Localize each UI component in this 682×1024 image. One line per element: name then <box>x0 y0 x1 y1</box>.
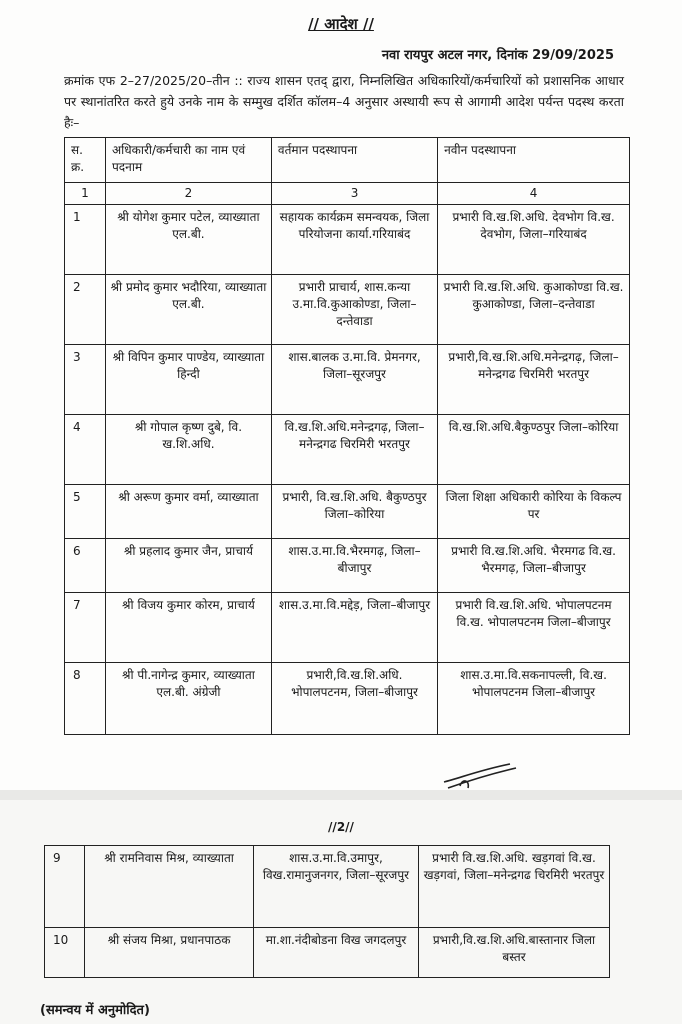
table-row <box>65 539 630 593</box>
column-number-row <box>65 183 630 205</box>
row-serial: 6 <box>65 539 106 593</box>
row-new-posting: प्रभारी वि.ख.शि.अधि. भैरमगढ वि.ख. भैरमगढ़, जिला–बीजापुर <box>438 539 630 593</box>
row-current-posting: वि.ख.शि.अधि.मनेन्द्रगढ़, जिला–मनेन्द्रगढ चिरमिरी भरतपुर <box>271 415 437 485</box>
row-new-posting: शास.उ.मा.वि.सकनापल्ली, वि.ख. भोपालपटनम जिला–बीजापुर <box>438 663 630 735</box>
row-current-posting: शास.उ.मा.वि.मद्देड़, जिला–बीजापुर <box>271 593 437 663</box>
row-new-posting: वि.ख.शि.अधि.बैकुण्ठपुर जिला–कोरिया <box>438 415 630 485</box>
row-officer-name: श्री संजय मिश्रा, प्रधानपाठक <box>85 928 254 978</box>
transfer-table-page2 <box>44 845 610 978</box>
col-number: 4 <box>438 183 630 205</box>
row-new-posting: प्रभारी वि.ख.शि.अधि. कुआकोण्डा वि.ख. कुआकोण्डा, जिला–दन्तेवाडा <box>438 275 630 345</box>
place-date: नवा रायपुर अटल नगर, दिनांक 29/09/2025 <box>381 48 614 63</box>
col-number: 1 <box>65 183 106 205</box>
row-serial: 9 <box>45 846 85 928</box>
table-row <box>45 928 610 978</box>
row-serial: 1 <box>65 205 106 275</box>
row-current-posting: सहायक कार्यक्रम समन्वयक, जिला परियोजना कार्या.गरियाबंद <box>271 205 437 275</box>
row-serial: 2 <box>65 275 106 345</box>
row-current-posting: प्रभारी प्राचार्य, शास.कन्या उ.मा.वि.कुआकोण्डा, जिला–दन्तेवाडा <box>271 275 437 345</box>
row-officer-name: श्री पी.नागेन्द्र कुमार, व्याख्याता एल.बी. अंग्रेजी <box>105 663 271 735</box>
table-row <box>45 846 610 928</box>
table-header-row <box>65 138 630 183</box>
table-row <box>65 275 630 345</box>
row-current-posting: मा.शा.नंदीबोडना विख जगदलपुर <box>254 928 419 978</box>
row-serial: 3 <box>65 345 106 415</box>
row-officer-name: श्री योगेश कुमार पटेल, व्याख्याता एल.बी. <box>105 205 271 275</box>
row-officer-name: श्री प्रहलाद कुमार जैन, प्राचार्य <box>105 539 271 593</box>
row-current-posting: शास.बालक उ.मा.वि. प्रेमनगर, जिला–सूरजपुर <box>271 345 437 415</box>
row-new-posting: प्रभारी वि.ख.शि.अधि. देवभोग वि.ख. देवभोग, जिला–गरियाबंद <box>438 205 630 275</box>
row-new-posting: जिला शिक्षा अधिकारी कोरिया के विकल्प पर <box>438 485 630 539</box>
table-row <box>65 593 630 663</box>
col-number: 2 <box>105 183 271 205</box>
table-row <box>65 415 630 485</box>
approval-note: (समन्वय में अनुमोदित) <box>40 1003 150 1018</box>
row-new-posting: प्रभारी,वि.ख.शि.अधि.बास्तानार जिला बस्तर <box>418 928 609 978</box>
row-current-posting: शास.उ.मा.वि.भैरमगढ़, जिला–बीजापुर <box>271 539 437 593</box>
row-current-posting: शास.उ.मा.वि.उमापुर, विख.रामानुजनगर, जिला–सूरजपुर <box>254 846 419 928</box>
header-name: अधिकारी/कर्मचारी का नाम एवं पदनाम <box>105 138 271 183</box>
col-number: 3 <box>271 183 437 205</box>
signature-mark <box>440 760 520 794</box>
row-officer-name: श्री रामनिवास मिश्र, व्याख्याता <box>85 846 254 928</box>
row-officer-name: श्री अरूण कुमार वर्मा, व्याख्याता <box>105 485 271 539</box>
header-current: वर्तमान पदस्थापना <box>271 138 437 183</box>
row-officer-name: श्री विपिन कुमार पाण्डेय, व्याख्याता हिन्दी <box>105 345 271 415</box>
page-number: //2// <box>328 820 354 834</box>
row-current-posting: प्रभारी,वि.ख.शि.अधि. भोपालपटनम, जिला–बीजापुर <box>271 663 437 735</box>
row-officer-name: श्री प्रमोद कुमार भदौरिया, व्याख्याता एल.बी. <box>105 275 271 345</box>
row-new-posting: प्रभारी वि.ख.शि.अधि. खड़गवां वि.ख. खड़गवां, जिला–मनेन्द्रगढ चिरमिरी भरतपुर <box>418 846 609 928</box>
row-new-posting: प्रभारी,वि.ख.शि.अधि.मनेन्द्रगढ़, जिला–मनेन्द्रगढ चिरमिरी भरतपुर <box>438 345 630 415</box>
order-intro: क्रमांक एफ 2–27/2025/20–तीन :: राज्य शासन एतद् द्वारा, निम्नलिखित अधिकारियों/कर्मचारियों को प्रशासनिक आधार पर स्थानांतरित करते हुये उनके नाम के सम्मुख दर्शित कॉलम–4 अनुसार अस्थायी रूप से आगामी आदेश पर्यन्त पदस्थ करता हैः– <box>64 73 624 130</box>
transfer-table-page1 <box>64 137 630 735</box>
row-serial: 7 <box>65 593 106 663</box>
row-serial: 10 <box>45 928 85 978</box>
row-new-posting: प्रभारी वि.ख.शि.अधि. भोपालपटनम वि.ख. भोपालपटनम जिला–बीजापुर <box>438 593 630 663</box>
row-serial: 5 <box>65 485 106 539</box>
table-row <box>65 205 630 275</box>
row-current-posting: प्रभारी, वि.ख.शि.अधि. बैकुण्ठपुर जिला–कोरिया <box>271 485 437 539</box>
order-title: // आदेश // <box>308 15 374 33</box>
row-serial: 8 <box>65 663 106 735</box>
table-row <box>65 345 630 415</box>
header-sn: स. क्र. <box>65 138 106 183</box>
table-row <box>65 663 630 735</box>
row-officer-name: श्री विजय कुमार कोरम, प्राचार्य <box>105 593 271 663</box>
page-divider <box>0 790 682 800</box>
row-officer-name: श्री गोपाल कृष्ण दुबे, वि. ख.शि.अधि. <box>105 415 271 485</box>
header-new: नवीन पदस्थापना <box>438 138 630 183</box>
table-row <box>65 485 630 539</box>
row-serial: 4 <box>65 415 106 485</box>
